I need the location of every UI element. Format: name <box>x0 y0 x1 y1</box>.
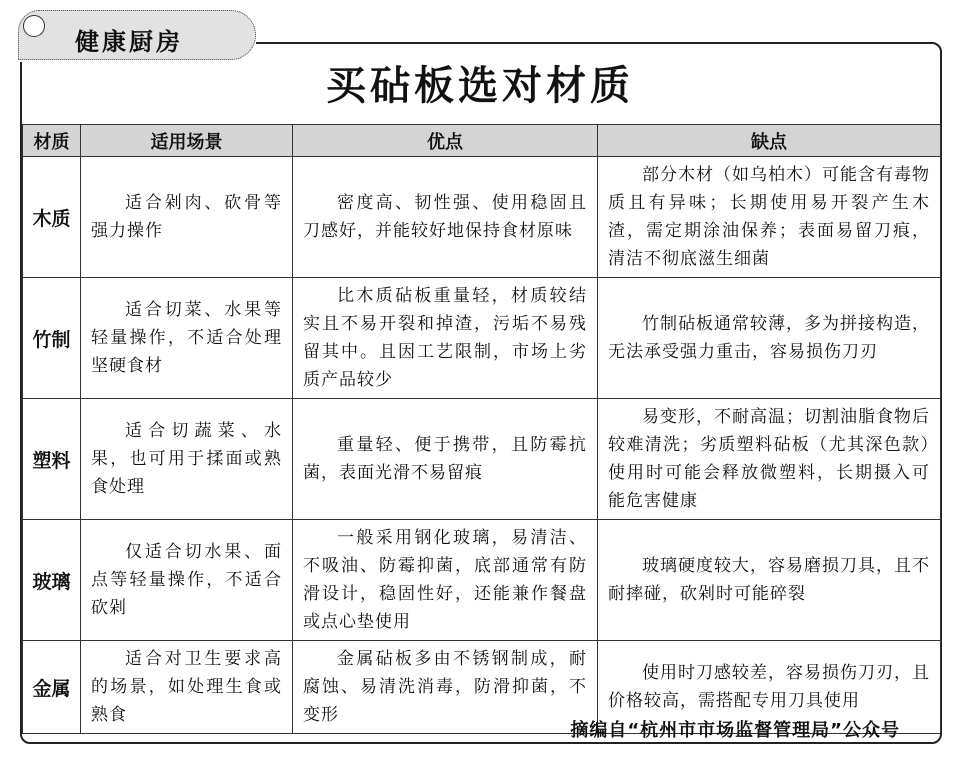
header-scene: 适用场景 <box>81 125 293 157</box>
table-row <box>23 157 941 278</box>
table-header-row <box>23 125 941 157</box>
section-label: 健康厨房 <box>75 28 183 56</box>
scene-cell: 适合对卫生要求高的场景，如处理生食或熟食 <box>81 641 293 734</box>
cons-cell: 玻璃硬度较大，容易磨损刀具，且不耐摔碰，砍剁时可能碎裂 <box>598 520 941 641</box>
cons-cell: 竹制砧板通常较薄，多为拼接构造，无法承受强力重击，容易损伤刀刃 <box>598 278 941 399</box>
material-cell: 玻璃 <box>23 520 81 641</box>
cons-cell: 使用时刀感较差，容易损伤刀刃，且价格较高，需搭配专用刀具使用 <box>598 641 941 734</box>
article-title: 买砧板选对材质 <box>326 62 634 109</box>
pros-cell: 一般采用钢化玻璃，易清洁、不吸油、防霉抑菌，底部通常有防滑设计，稳固性好，还能兼作餐盘或点心垫使用 <box>293 520 598 641</box>
scene-cell: 适合切蔬菜、水果，也可用于揉面或熟食处理 <box>81 399 293 520</box>
material-cell: 竹制 <box>23 278 81 399</box>
table-row <box>23 278 941 399</box>
table-row <box>23 399 941 520</box>
cons-cell: 易变形，不耐高温；切割油脂食物后较难清洗；劣质塑料砧板（尤其深色款）使用时可能会释放微塑料，长期摄入可能危害健康 <box>598 399 941 520</box>
header-pros: 优点 <box>293 125 598 157</box>
source-credit: 摘编自“杭州市市场监督管理局”公众号 <box>570 720 900 741</box>
material-cell: 木质 <box>23 157 81 278</box>
pros-cell: 比木质砧板重量轻，材质较结实且不易开裂和掉渣，污垢不易残留其中。且因工艺限制，市场上劣质产品较少 <box>293 278 598 399</box>
table-row <box>23 520 941 641</box>
pros-cell: 金属砧板多由不锈钢制成，耐腐蚀、易清洗消毒，防滑抑菌，不变形 <box>293 641 598 734</box>
section-tab-shape <box>18 10 256 60</box>
header-cons: 缺点 <box>598 125 941 157</box>
material-cell: 金属 <box>23 641 81 734</box>
pros-cell: 密度高、韧性强、使用稳固且刀感好，并能较好地保持食材原味 <box>293 157 598 278</box>
section-tab <box>18 10 256 62</box>
material-comparison-table <box>22 124 941 734</box>
scene-cell: 仅适合切水果、面点等轻量操作，不适合砍剁 <box>81 520 293 641</box>
source-footer <box>22 712 940 742</box>
header-material: 材质 <box>23 125 81 157</box>
material-cell: 塑料 <box>23 399 81 520</box>
scene-cell: 适合剁肉、砍骨等强力操作 <box>81 157 293 278</box>
scene-cell: 适合切菜、水果等轻量操作，不适合处理坚硬食材 <box>81 278 293 399</box>
bullet-circle-icon <box>23 15 45 37</box>
pros-cell: 重量轻、便于携带，且防霉抗菌，表面光滑不易留痕 <box>293 399 598 520</box>
cons-cell: 部分木材（如乌柏木）可能含有毒物质且有异味；长期使用易开裂产生木渣，需定期涂油保养；表面易留刀痕，清洁不彻底滋生细菌 <box>598 157 941 278</box>
